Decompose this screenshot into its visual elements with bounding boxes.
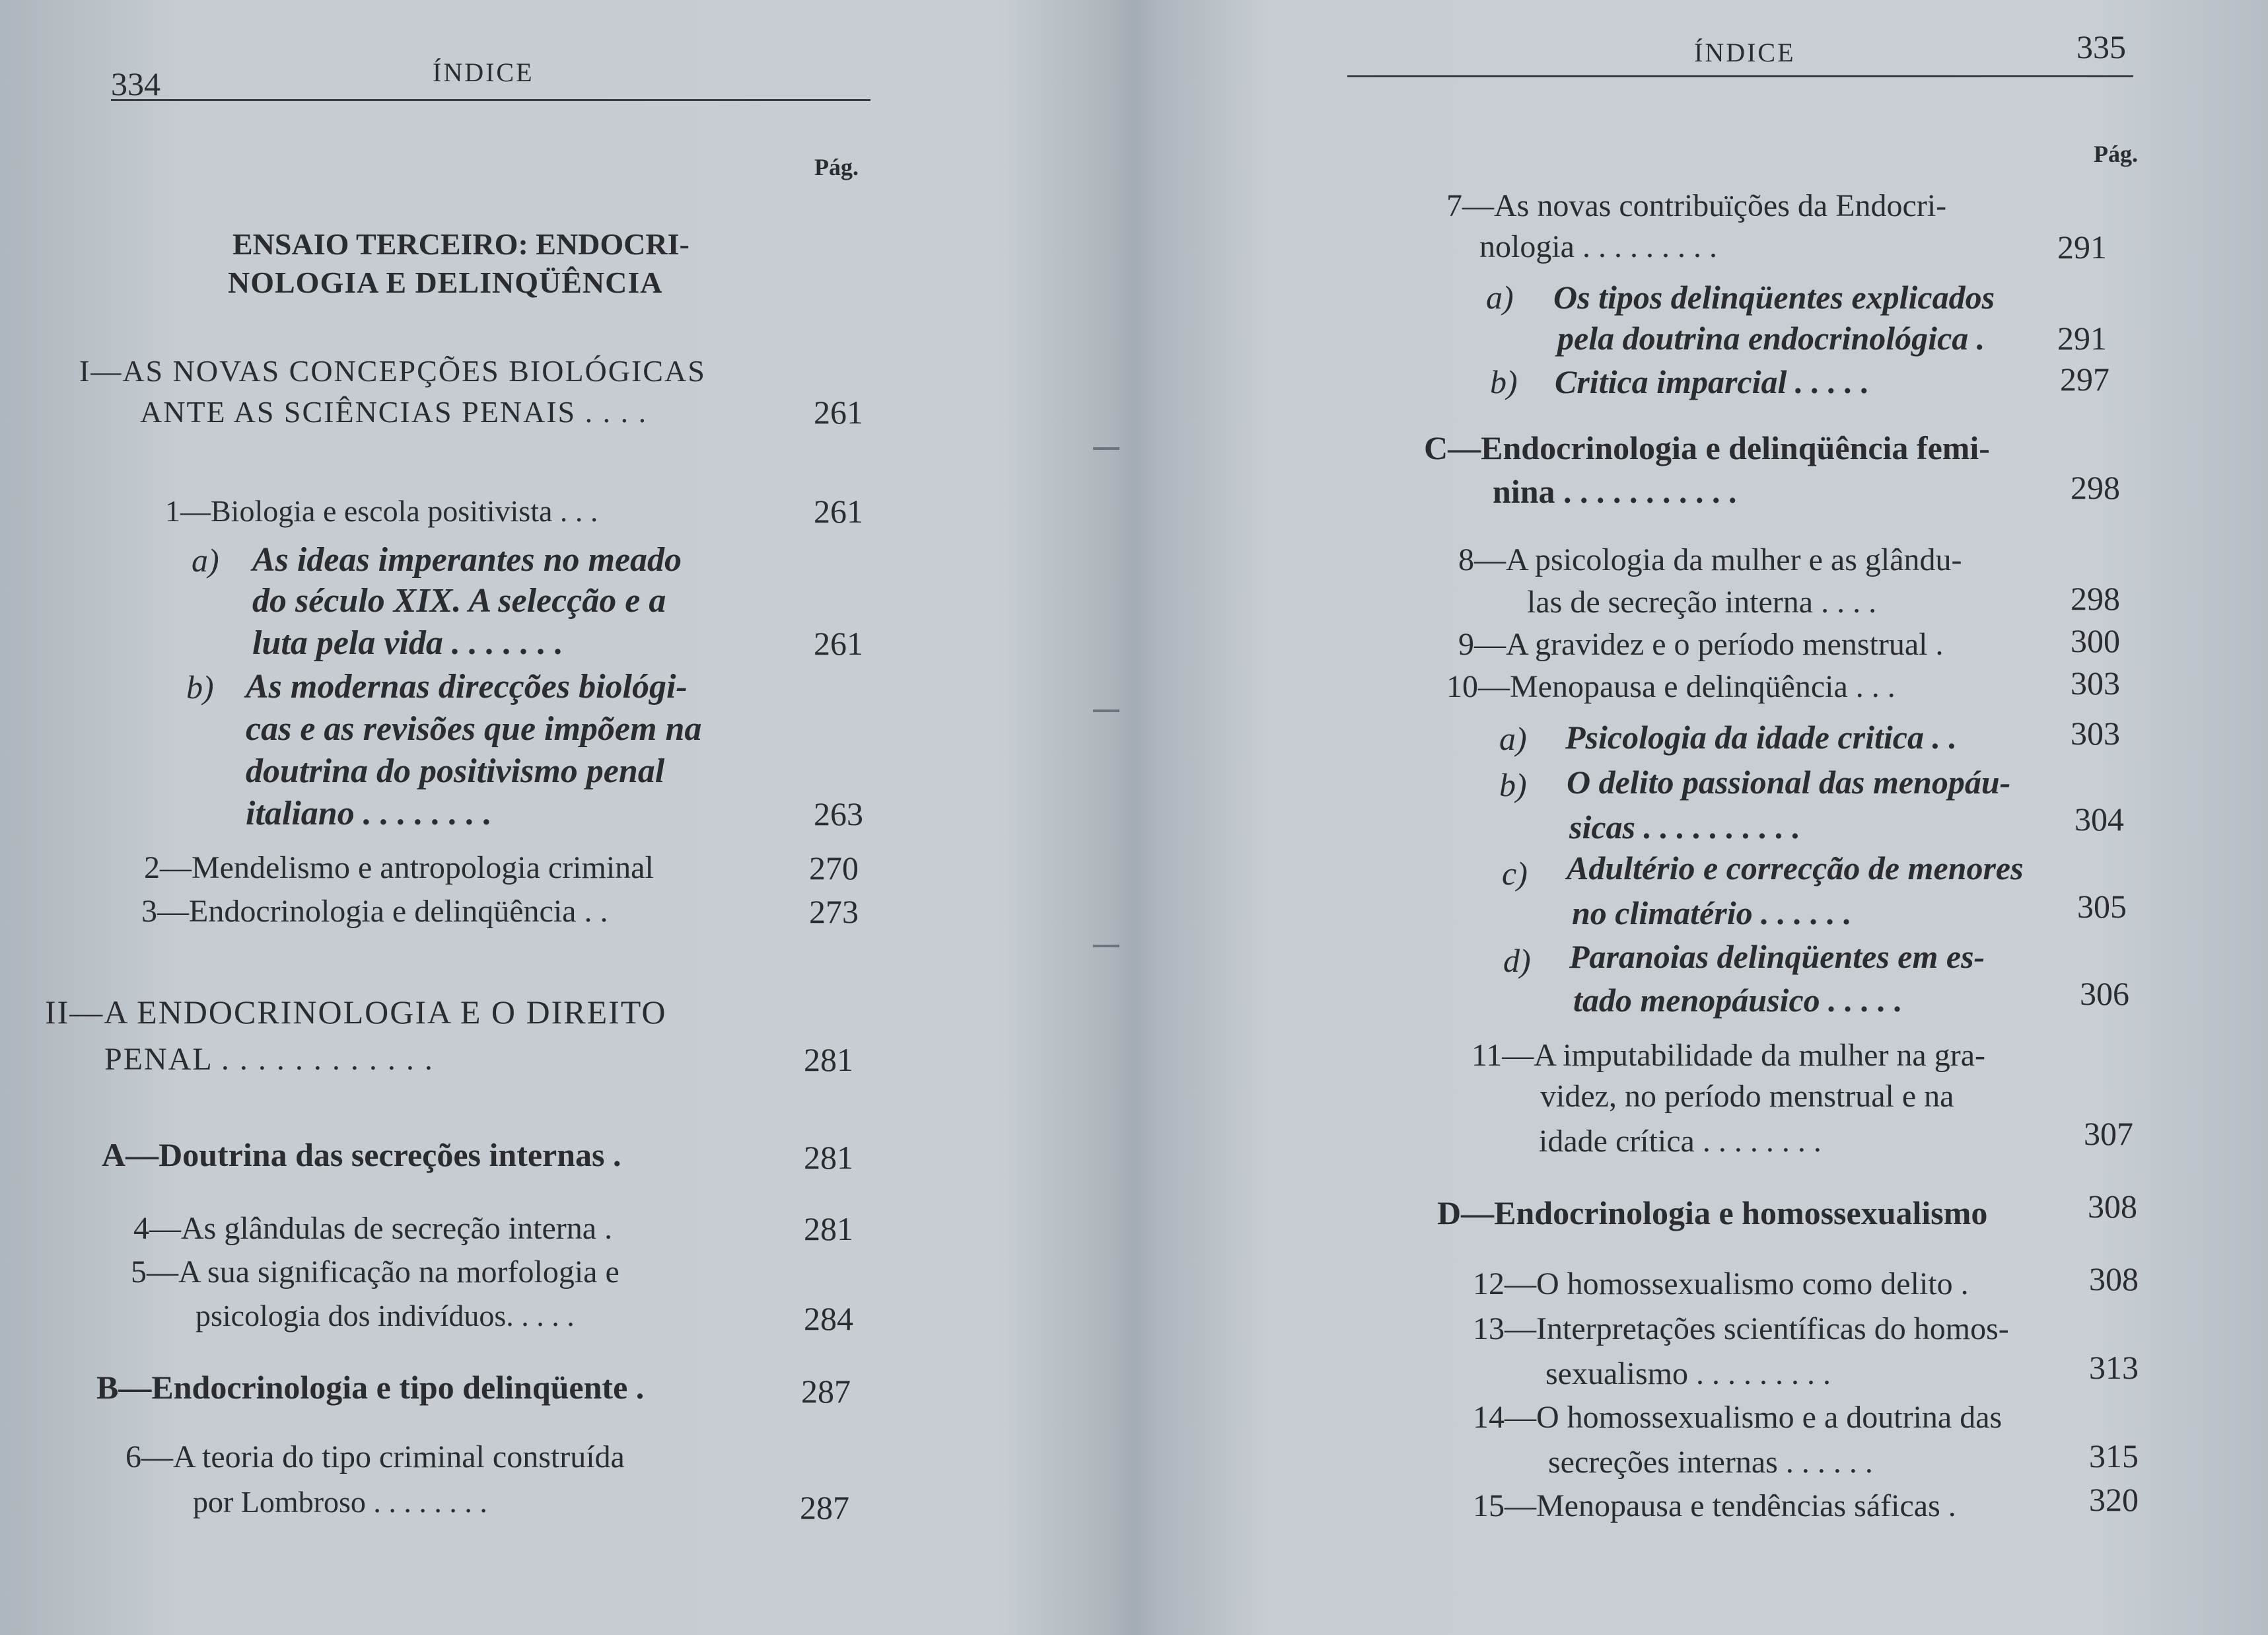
left-page <box>0 0 1110 1635</box>
toc-subentry: sicas . . . . . . . . . . <box>1569 809 1800 846</box>
binding-stitch <box>1093 695 1119 728</box>
right-page <box>1123 0 2268 1635</box>
toc-entry: 15—Menopausa e tendências sáficas . <box>1473 1488 1956 1523</box>
toc-heading: PENAL . . . . . . . . . . . . <box>104 1042 434 1077</box>
toc-entry: 14—O homossexualismo e a doutrina das <box>1473 1400 2002 1435</box>
toc-page-number: 284 <box>804 1300 853 1337</box>
toc-entry: 13—Interpretações scientíficas do homos- <box>1473 1311 2009 1346</box>
section-title: ENSAIO TERCEIRO: ENDOCRI- <box>232 227 690 261</box>
toc-subentry: Paranoias delinqüentes em es- <box>1569 938 1985 975</box>
toc-subentry: Os tipos delinqüentes explicados <box>1553 279 1995 316</box>
toc-page-number: 307 <box>2084 1115 2133 1152</box>
toc-label: a) <box>1486 279 1514 316</box>
toc-subentry: luta pela vida . . . . . . . <box>252 624 563 662</box>
toc-page-number: 273 <box>809 893 859 930</box>
toc-entry: 7—As novas contribuïções da Endocri- <box>1446 188 1947 223</box>
toc-entry: sexualismo . . . . . . . . . <box>1545 1356 1831 1391</box>
toc-page-number: 308 <box>2088 1188 2137 1225</box>
running-head: ÍNDICE <box>433 57 534 87</box>
toc-entry: 6—A teoria do tipo criminal construída <box>125 1439 625 1474</box>
section-title: NOLOGIA E DELINQÜÊNCIA <box>228 266 663 299</box>
toc-page-number: 313 <box>2089 1349 2139 1386</box>
toc-subentry: do século XIX. A selecção e a <box>252 582 666 620</box>
toc-section: C—Endocrinologia e delinqüência femi- <box>1424 429 1990 466</box>
toc-entry: secreções internas . . . . . . <box>1548 1445 1873 1480</box>
toc-page-number: 305 <box>2077 888 2127 925</box>
toc-entry: 10—Menopausa e delinqüência . . . <box>1446 669 1896 704</box>
toc-subentry: no climatério . . . . . . <box>1572 894 1852 931</box>
toc-entry: videz, no período menstrual e na <box>1540 1079 1954 1114</box>
toc-label: a) <box>1499 720 1527 757</box>
toc-subentry: As modernas direcções biológi- <box>246 668 688 706</box>
toc-entry: 5—A sua significação na morfologia e <box>131 1254 620 1290</box>
toc-page-number: 308 <box>2089 1260 2139 1297</box>
toc-entry: 3—Endocrinologia e delinqüência . . <box>141 894 608 929</box>
pag-label: Pág. <box>2094 141 2138 167</box>
toc-subentry: Critica imparcial . . . . . <box>1555 363 1870 400</box>
toc-section: B—Endocrinologia e tipo delinqüente . <box>96 1369 645 1406</box>
page-number: 335 <box>2076 28 2126 65</box>
binding-stitch <box>1093 433 1119 466</box>
toc-page-number: 300 <box>2071 622 2120 659</box>
toc-subentry: Adultério e correcção de menores <box>1567 850 2024 887</box>
toc-entry: 11—A imputabilidade da mulher na gra- <box>1471 1038 1986 1073</box>
toc-entry: 9—A gravidez e o período menstrual . <box>1458 627 1944 662</box>
toc-label: b) <box>1499 766 1527 803</box>
toc-label: a) <box>192 542 219 579</box>
toc-subentry: Psicologia da idade critica . . <box>1565 719 1957 756</box>
toc-entry: las de secreção interna . . . . <box>1527 585 1877 620</box>
toc-page-number: 304 <box>2074 801 2124 838</box>
toc-label: b) <box>186 669 214 706</box>
toc-page-number: 291 <box>2057 229 2107 266</box>
toc-subentry: italiano . . . . . . . . <box>246 795 492 832</box>
toc-entry: psicologia dos indivíduos. . . . . <box>195 1299 575 1332</box>
toc-entry: nologia . . . . . . . . . <box>1479 229 1717 264</box>
toc-subentry: cas e as revisões que impõem na <box>246 710 702 748</box>
toc-page-number: 298 <box>2071 469 2120 506</box>
header-rule <box>1347 75 2133 77</box>
toc-page-number: 303 <box>2071 665 2120 702</box>
toc-heading: II—A ENDOCRINOLOGIA E O DIREITO <box>45 994 667 1031</box>
pag-label: Pág. <box>814 154 859 180</box>
toc-entry: 1—Biologia e escola positivista . . . <box>165 494 598 528</box>
toc-page-number: 263 <box>814 795 863 832</box>
toc-heading: I—AS NOVAS CONCEPÇÕES BIOLÓGICAS <box>79 354 706 388</box>
toc-subentry: pela doutrina endocrinológica . <box>1557 320 1985 357</box>
running-head: ÍNDICE <box>1694 38 1796 67</box>
toc-page-number: 261 <box>814 394 863 431</box>
toc-subentry: doutrina do positivismo penal <box>246 752 665 790</box>
page-number: 334 <box>111 65 160 102</box>
toc-page-number: 320 <box>2089 1481 2139 1518</box>
header-rule <box>111 99 870 101</box>
toc-entry: 2—Mendelismo e antropologia criminal <box>144 850 654 885</box>
toc-label: b) <box>1490 363 1518 400</box>
toc-section: A—Doutrina das secreções internas . <box>102 1136 621 1173</box>
toc-page-number: 287 <box>800 1489 849 1526</box>
toc-page-number: 261 <box>814 493 863 530</box>
toc-entry: idade crítica . . . . . . . . <box>1539 1124 1822 1159</box>
toc-page-number: 270 <box>809 850 859 887</box>
toc-subentry: tado menopáusico . . . . . <box>1573 982 1903 1019</box>
toc-page-number: 297 <box>2060 361 2109 398</box>
toc-heading: ANTE AS SCIÊNCIAS PENAIS . . . . <box>140 395 648 429</box>
toc-entry: 12—O homossexualismo como delito . <box>1473 1266 1969 1301</box>
toc-page-number: 291 <box>2057 320 2107 357</box>
toc-page-number: 281 <box>804 1210 853 1247</box>
toc-page-number: 281 <box>804 1139 853 1176</box>
toc-page-number: 298 <box>2071 580 2120 617</box>
binding-stitch <box>1093 930 1119 963</box>
toc-page-number: 287 <box>801 1373 851 1410</box>
toc-subentry: O delito passional das menopáu- <box>1567 764 2011 801</box>
toc-page-number: 261 <box>814 625 863 662</box>
toc-label: d) <box>1503 942 1531 979</box>
toc-page-number: 315 <box>2089 1437 2139 1474</box>
toc-label: c) <box>1502 855 1528 892</box>
toc-section: D—Endocrinologia e homossexualismo <box>1437 1194 1988 1231</box>
toc-section: nina . . . . . . . . . . . <box>1493 473 1737 510</box>
toc-entry: por Lombroso . . . . . . . . <box>193 1485 487 1519</box>
toc-subentry: As ideas imperantes no meado <box>252 541 682 579</box>
toc-page-number: 303 <box>2071 715 2120 752</box>
toc-page-number: 281 <box>804 1041 853 1078</box>
toc-entry: 4—As glândulas de secreção interna . <box>133 1211 613 1246</box>
toc-page-number: 306 <box>2080 975 2129 1012</box>
toc-entry: 8—A psicologia da mulher e as glându- <box>1458 542 1962 577</box>
